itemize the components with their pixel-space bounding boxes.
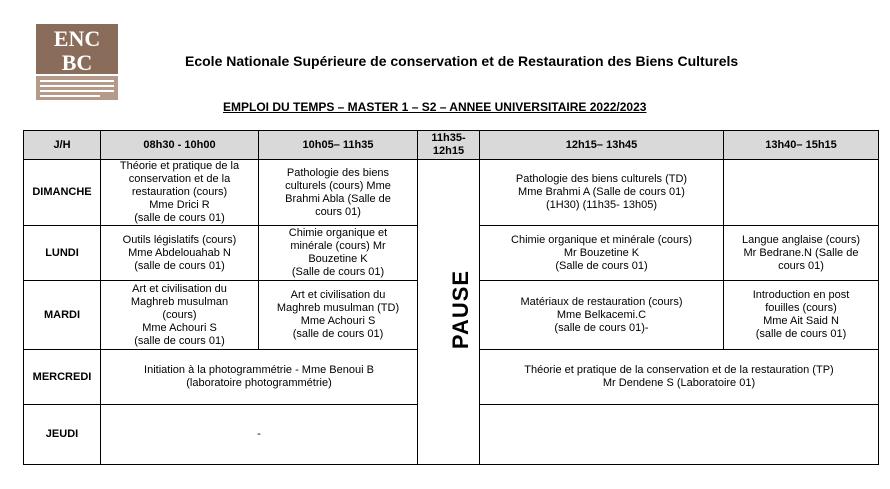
cell-line: culturels (cours) Mme — [285, 179, 391, 192]
cell-dimanche-slot2 — [259, 160, 418, 226]
cell-line: Langue anglaise (cours) — [741, 233, 861, 246]
cell-line: Mr Bouzetine K — [563, 246, 640, 259]
cell-mardi-slot5 — [724, 281, 879, 350]
cell-line: - — [257, 428, 261, 440]
cell-line: (salle de cours 01) — [755, 328, 847, 340]
cell-line: Mr Dendene S (Laboratoire 01) — [602, 377, 756, 389]
cell-line: Art et civilisation du — [290, 289, 386, 301]
cell-line: Brahmi Abla (Salle de — [285, 192, 391, 205]
cell-line: Pathologie des biens — [286, 166, 390, 179]
cell-jeudi-morning — [101, 405, 418, 465]
cell-dimanche-slot4 — [480, 160, 724, 226]
column-header-slot2: 10h05– 11h35 — [259, 131, 418, 160]
cell-line: Mme Abdelouahab N — [128, 246, 231, 259]
cell-line: Introduction en post — [752, 289, 850, 301]
column-header-slot3 — [418, 131, 480, 160]
cell-line: (Salle de cours 01) — [555, 259, 648, 272]
cell-line: (salle de cours 01) — [292, 328, 384, 340]
column-header-slot5: 13h40– 15h15 — [724, 131, 879, 160]
cell-line: Matériaux de restauration (cours) — [520, 295, 683, 308]
cell-line: Maghreb musulman — [130, 295, 229, 308]
slot3-start: 11h35- — [431, 132, 466, 144]
day-label: JEUDI — [24, 405, 101, 465]
cell-line: Mme Drici R — [149, 199, 210, 211]
row-dimanche — [24, 160, 879, 226]
cell-line: (1H30) (11h35- 13h05) — [545, 199, 658, 211]
cell-line: cours 01) — [778, 259, 824, 272]
day-label: MARDI — [24, 281, 101, 350]
cell-line: (cours) — [162, 308, 197, 321]
cell-lundi-slot5 — [724, 226, 879, 281]
cell-line: (laboratoire photogrammétrie) — [186, 377, 332, 389]
cell-line: Chimie organique et minérale (cours) — [511, 233, 692, 246]
cell-line: minérale (cours) Mr — [290, 240, 386, 252]
cell-mercredi-morning — [101, 350, 418, 405]
cell-lundi-slot4 — [480, 226, 724, 281]
cell-mardi-slot4 — [480, 281, 724, 350]
header-row — [24, 131, 879, 160]
cell-lundi-slot1 — [101, 226, 259, 281]
cell-line: (Salle de cours 01) — [291, 266, 385, 278]
slot3-end: 12h15 — [432, 145, 465, 157]
cell-jeudi-afternoon — [480, 405, 879, 465]
timetable-title: EMPLOI DU TEMPS – MASTER 1 – S2 – ANNEE UNIVERSITAIRE 2022/2023 — [223, 100, 647, 114]
school-name: Ecole Nationale Supérieure de conservation et de Restauration des Biens Culturels — [185, 53, 739, 69]
cell-line: Initiation à la photogrammétrie - Mme Benoui B — [144, 364, 374, 376]
cell-line: fouilles (cours) — [765, 302, 837, 314]
cell-line: Pathologie des biens culturels (TD) — [515, 173, 688, 185]
cell-lundi-slot2 — [259, 226, 418, 281]
pause-label: PAUSE — [448, 269, 474, 350]
column-header-day: J/H — [24, 131, 101, 160]
cell-line: Mme Achouri S — [142, 321, 217, 334]
cell-line: (salle de cours 01) — [134, 212, 225, 224]
cell-line: Mr Bedrane.N (Salle de — [743, 246, 859, 259]
cell-line: Chimie organique et — [288, 227, 388, 239]
svg-text:BC: BC — [61, 50, 93, 75]
svg-text:ENC: ENC — [53, 26, 101, 51]
cell-line: Maghreb musulman (TD) — [276, 302, 400, 314]
cell-line: Mme Achouri S — [300, 315, 376, 327]
cell-line: cours 01) — [315, 205, 361, 218]
cell-mardi-slot1 — [101, 281, 259, 350]
column-header-slot1: 08h30 - 10h00 — [101, 131, 259, 160]
cell-line: Mme Brahmi A (Salle de cours 01) — [518, 186, 685, 198]
cell-line: (salle de cours 01) — [134, 259, 225, 272]
timetable — [23, 130, 879, 465]
day-label: MERCREDI — [24, 350, 101, 405]
cell-mardi-slot2 — [259, 281, 418, 350]
cell-mercredi-afternoon — [480, 350, 879, 405]
cell-line: conservation et de la — [128, 173, 231, 185]
cell-line: Mme Belkacemi.C — [556, 308, 647, 321]
cell-line: (salle de cours 01)- — [554, 321, 649, 334]
cell-line: restauration (cours) — [131, 186, 228, 198]
cell-line: Bouzetine K — [308, 253, 368, 265]
cell-line: Outils législatifs (cours) — [122, 233, 237, 246]
day-label: LUNDI — [24, 226, 101, 281]
cell-line: Théorie et pratique de la conservation et de la restauration (TP) — [524, 364, 834, 376]
cell-line: Mme Ait Said N — [763, 315, 839, 327]
pause-column — [418, 160, 480, 465]
cell-line: (salle de cours 01) — [134, 334, 225, 347]
cell-dimanche-slot1 — [101, 160, 259, 226]
school-logo — [36, 24, 118, 100]
cell-dimanche-slot5 — [724, 160, 879, 226]
cell-line: Art et civilisation du — [132, 282, 227, 295]
cell-line: Théorie et pratique de la — [119, 160, 240, 172]
column-header-slot4: 12h15– 13h45 — [480, 131, 724, 160]
day-label: DIMANCHE — [24, 160, 101, 226]
